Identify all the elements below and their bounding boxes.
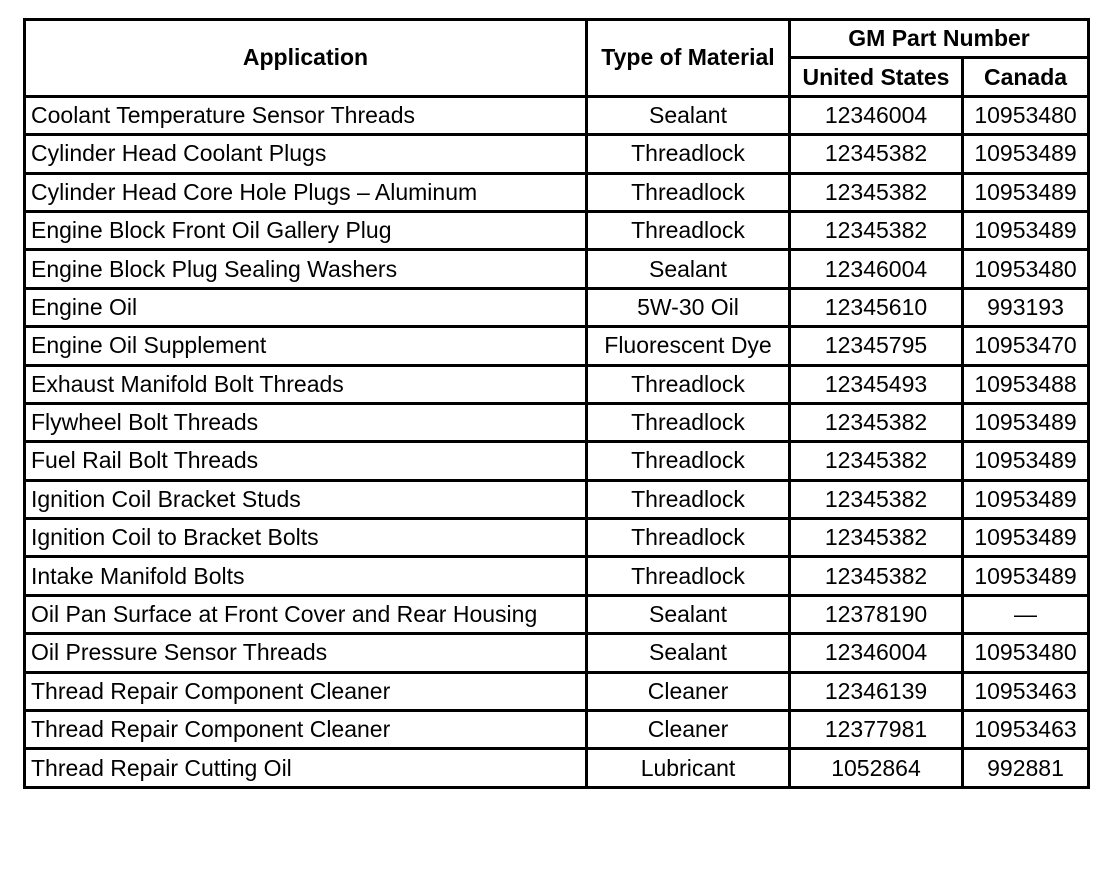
table-row	[25, 327, 1089, 365]
cell-canada-part-number: 10953488	[963, 365, 1089, 403]
cell-us-part-number: 12345382	[790, 557, 963, 595]
table-row	[25, 634, 1089, 672]
cell-us-part-number: 12345382	[790, 519, 963, 557]
table-row	[25, 442, 1089, 480]
cell-application: Oil Pan Surface at Front Cover and Rear Housing	[25, 595, 587, 633]
cell-application: Thread Repair Cutting Oil	[25, 749, 587, 787]
cell-application: Thread Repair Component Cleaner	[25, 711, 587, 749]
cell-application: Flywheel Bolt Threads	[25, 403, 587, 441]
cell-canada-part-number: 10953489	[963, 519, 1089, 557]
cell-material-type: Threadlock	[587, 403, 790, 441]
cell-application: Cylinder Head Coolant Plugs	[25, 135, 587, 173]
table-row	[25, 173, 1089, 211]
header-gm-part-number: GM Part Number	[790, 20, 1089, 58]
cell-us-part-number: 12345493	[790, 365, 963, 403]
cell-application: Engine Oil Supplement	[25, 327, 587, 365]
cell-application: Intake Manifold Bolts	[25, 557, 587, 595]
cell-material-type: Sealant	[587, 96, 790, 134]
cell-canada-part-number: 10953489	[963, 480, 1089, 518]
cell-material-type: Threadlock	[587, 480, 790, 518]
table-row	[25, 557, 1089, 595]
header-canada: Canada	[963, 58, 1089, 96]
cell-us-part-number: 12345382	[790, 173, 963, 211]
table-row	[25, 711, 1089, 749]
cell-canada-part-number: 10953470	[963, 327, 1089, 365]
table-header	[25, 20, 1089, 97]
table-row	[25, 365, 1089, 403]
cell-material-type: Threadlock	[587, 135, 790, 173]
table-body	[25, 96, 1089, 787]
cell-canada-part-number: —	[963, 595, 1089, 633]
cell-material-type: Lubricant	[587, 749, 790, 787]
table-row	[25, 595, 1089, 633]
cell-material-type: Cleaner	[587, 711, 790, 749]
table-row	[25, 250, 1089, 288]
cell-us-part-number: 12346139	[790, 672, 963, 710]
cell-us-part-number: 12345610	[790, 288, 963, 326]
cell-canada-part-number: 10953463	[963, 711, 1089, 749]
adhesives-fluids-table	[23, 18, 1090, 789]
cell-us-part-number: 12346004	[790, 250, 963, 288]
cell-application: Fuel Rail Bolt Threads	[25, 442, 587, 480]
cell-us-part-number: 12345382	[790, 442, 963, 480]
cell-application: Ignition Coil to Bracket Bolts	[25, 519, 587, 557]
cell-material-type: Fluorescent Dye	[587, 327, 790, 365]
cell-canada-part-number: 10953489	[963, 135, 1089, 173]
cell-us-part-number: 12345382	[790, 135, 963, 173]
cell-application: Thread Repair Component Cleaner	[25, 672, 587, 710]
cell-application: Exhaust Manifold Bolt Threads	[25, 365, 587, 403]
table-row	[25, 288, 1089, 326]
header-application: Application	[25, 20, 587, 97]
cell-us-part-number: 12346004	[790, 634, 963, 672]
table-row	[25, 672, 1089, 710]
cell-material-type: Threadlock	[587, 365, 790, 403]
cell-canada-part-number: 10953480	[963, 250, 1089, 288]
cell-canada-part-number: 992881	[963, 749, 1089, 787]
cell-us-part-number: 12345382	[790, 403, 963, 441]
cell-application: Engine Block Front Oil Gallery Plug	[25, 211, 587, 249]
cell-application: Engine Oil	[25, 288, 587, 326]
cell-us-part-number: 12345382	[790, 480, 963, 518]
cell-application: Cylinder Head Core Hole Plugs – Aluminum	[25, 173, 587, 211]
cell-material-type: Threadlock	[587, 442, 790, 480]
cell-canada-part-number: 10953489	[963, 557, 1089, 595]
cell-canada-part-number: 993193	[963, 288, 1089, 326]
cell-application: Coolant Temperature Sensor Threads	[25, 96, 587, 134]
cell-canada-part-number: 10953489	[963, 211, 1089, 249]
cell-us-part-number: 1052864	[790, 749, 963, 787]
header-row-top	[25, 20, 1089, 58]
cell-canada-part-number: 10953489	[963, 173, 1089, 211]
cell-material-type: 5W-30 Oil	[587, 288, 790, 326]
table-row	[25, 749, 1089, 787]
cell-us-part-number: 12345795	[790, 327, 963, 365]
cell-us-part-number: 12377981	[790, 711, 963, 749]
table-row	[25, 519, 1089, 557]
table-row	[25, 211, 1089, 249]
cell-canada-part-number: 10953480	[963, 634, 1089, 672]
cell-material-type: Threadlock	[587, 519, 790, 557]
cell-canada-part-number: 10953489	[963, 403, 1089, 441]
cell-application: Engine Block Plug Sealing Washers	[25, 250, 587, 288]
cell-us-part-number: 12346004	[790, 96, 963, 134]
cell-material-type: Sealant	[587, 250, 790, 288]
cell-canada-part-number: 10953489	[963, 442, 1089, 480]
header-united-states: United States	[790, 58, 963, 96]
cell-application: Ignition Coil Bracket Studs	[25, 480, 587, 518]
table-row	[25, 135, 1089, 173]
cell-canada-part-number: 10953463	[963, 672, 1089, 710]
header-material-type: Type of Material	[587, 20, 790, 97]
cell-canada-part-number: 10953480	[963, 96, 1089, 134]
cell-material-type: Threadlock	[587, 211, 790, 249]
cell-us-part-number: 12345382	[790, 211, 963, 249]
table-row	[25, 403, 1089, 441]
cell-material-type: Threadlock	[587, 557, 790, 595]
cell-material-type: Sealant	[587, 595, 790, 633]
table-row	[25, 96, 1089, 134]
cell-application: Oil Pressure Sensor Threads	[25, 634, 587, 672]
table-row	[25, 480, 1089, 518]
cell-material-type: Threadlock	[587, 173, 790, 211]
cell-material-type: Cleaner	[587, 672, 790, 710]
cell-material-type: Sealant	[587, 634, 790, 672]
cell-us-part-number: 12378190	[790, 595, 963, 633]
